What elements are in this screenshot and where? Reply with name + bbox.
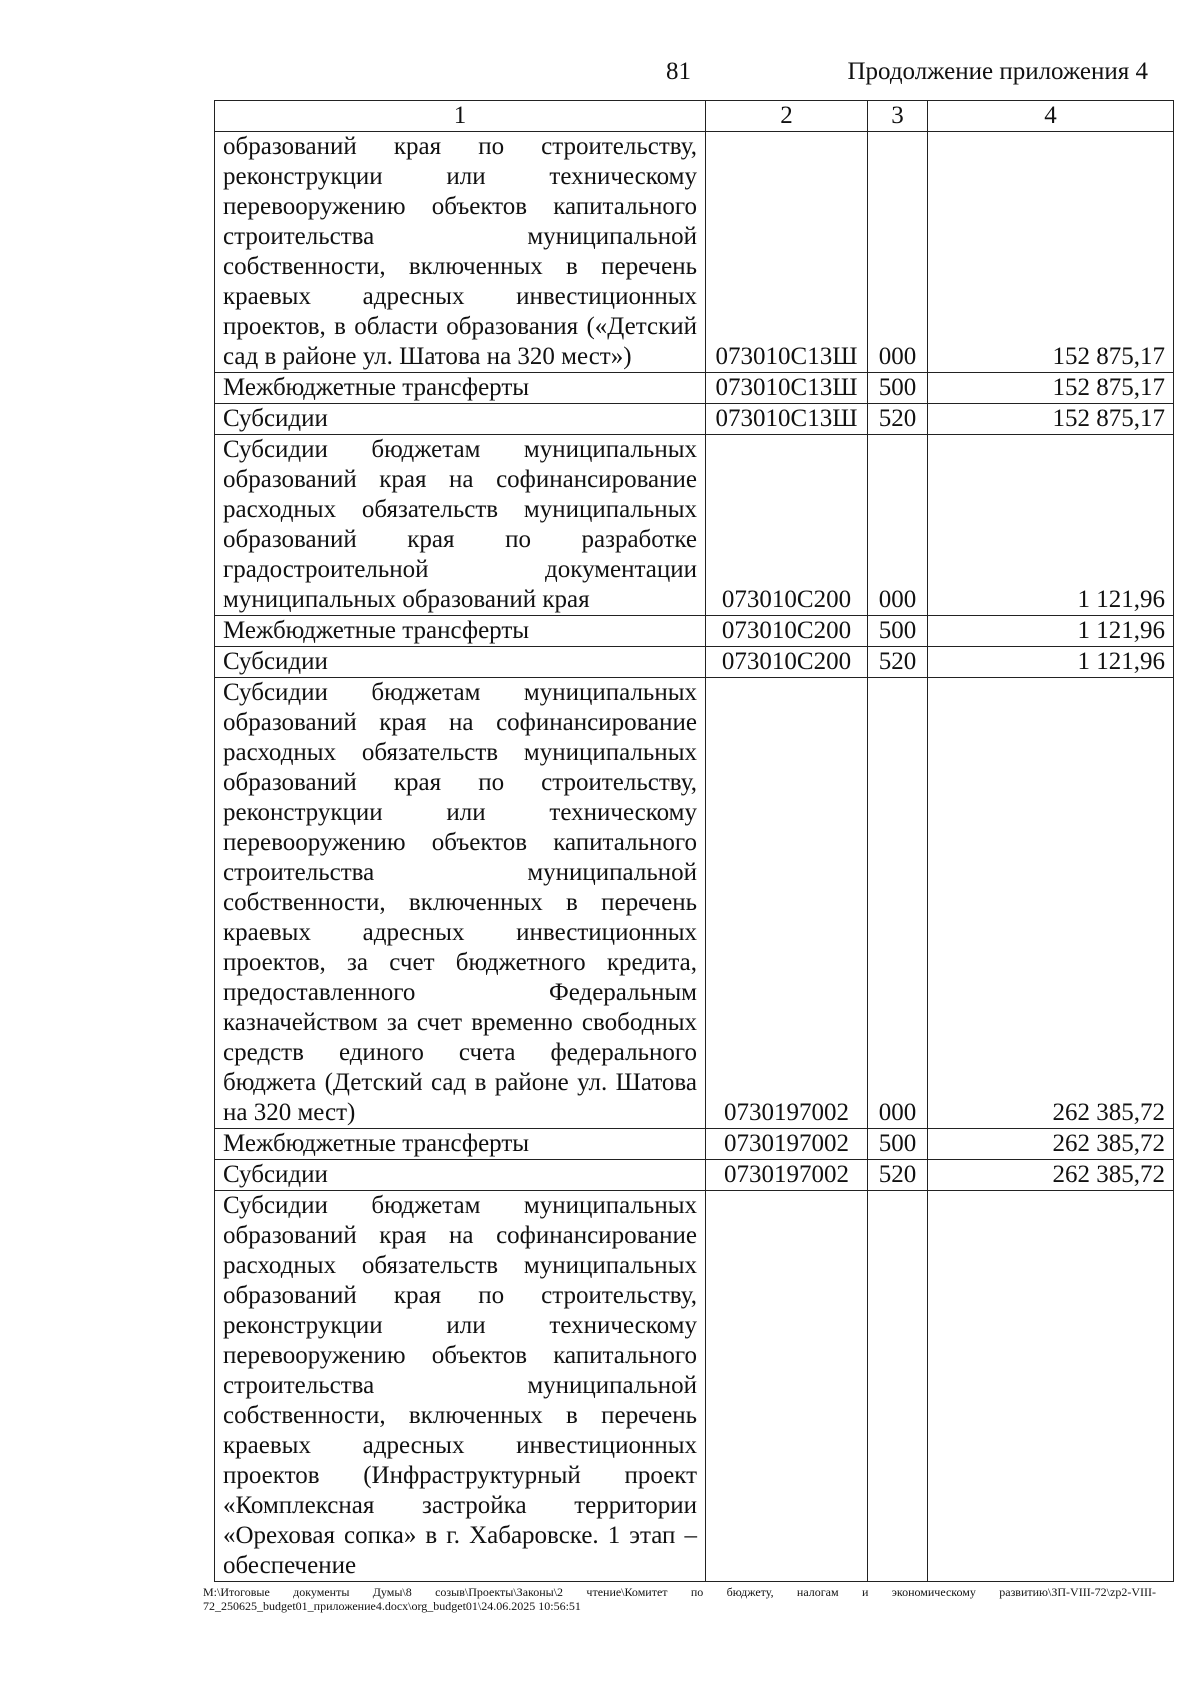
row-description: Межбюджетные трансферты [215, 616, 706, 647]
row-description: Субсидии бюджетам муниципальных образований края на софинансирование расходных обязательств муниципальных образований края по строительству, реконструкции или техническому перевооружению объектов капитального строительства муниципальной собственности, включенных в перечень краевых адресных инвестиционных проектов (Инфраструктурный проект «Комплексная застройка территории «Ореховая сопка» в г. Хабаровске. 1 этап – обеспечение [215, 1191, 706, 1582]
row-amount [928, 1191, 1174, 1582]
row-code: 073010С13Ш [706, 404, 868, 435]
row-type: 500 [868, 616, 928, 647]
column-header: 3 [868, 101, 928, 132]
column-header: 4 [928, 101, 1174, 132]
row-code [706, 1191, 868, 1582]
table-header-row [215, 101, 1174, 132]
row-type: 500 [868, 1129, 928, 1160]
row-type: 000 [868, 678, 928, 1129]
file-path-footer: M:\Итоговые документы Думы\8 созыв\Проекты\Законы\2 чтение\Комитет по бюджету, налогам и экономическому развитию\ЗП-VIII-72\zp2-VIII-72_250625_budget01_приложение4.docx\org_budget01\24.06.2025 10:56:51 [203, 1585, 1156, 1613]
row-description: Субсидии [215, 647, 706, 678]
table-row [215, 373, 1174, 404]
row-code: 073010С200 [706, 647, 868, 678]
row-description: Субсидии [215, 404, 706, 435]
row-type: 000 [868, 132, 928, 373]
row-type: 500 [868, 373, 928, 404]
row-code: 0730197002 [706, 678, 868, 1129]
row-description: Межбюджетные трансферты [215, 1129, 706, 1160]
row-amount: 1 121,96 [928, 616, 1174, 647]
row-code: 073010С13Ш [706, 373, 868, 404]
row-amount: 152 875,17 [928, 132, 1174, 373]
row-amount: 262 385,72 [928, 1160, 1174, 1191]
row-amount: 152 875,17 [928, 373, 1174, 404]
row-amount: 262 385,72 [928, 1129, 1174, 1160]
row-description: Субсидии [215, 1160, 706, 1191]
table-row [215, 616, 1174, 647]
table-row [215, 1160, 1174, 1191]
table-row [215, 1191, 1174, 1582]
row-amount: 152 875,17 [928, 404, 1174, 435]
row-amount: 1 121,96 [928, 435, 1174, 616]
row-amount: 262 385,72 [928, 678, 1174, 1129]
budget-table [214, 100, 1174, 1582]
row-code: 073010С13Ш [706, 132, 868, 373]
column-header: 2 [706, 101, 868, 132]
row-type [868, 1191, 928, 1582]
row-code: 073010С200 [706, 616, 868, 647]
row-code: 0730197002 [706, 1160, 868, 1191]
row-description: Субсидии бюджетам муниципальных образований края на софинансирование расходных обязательств муниципальных образований края по разработке градостроительной документации муниципальных образований края [215, 435, 706, 616]
page-number: 81 [666, 58, 691, 85]
table-row [215, 132, 1174, 373]
row-description: Межбюджетные трансферты [215, 373, 706, 404]
column-header: 1 [215, 101, 706, 132]
table-row [215, 435, 1174, 616]
row-type: 520 [868, 404, 928, 435]
row-type: 520 [868, 647, 928, 678]
row-type: 520 [868, 1160, 928, 1191]
row-code: 073010С200 [706, 435, 868, 616]
row-description: образований края по строительству, реконструкции или техническому перевооружению объектов капитального строительства муниципальной собственности, включенных в перечень краевых адресных инвестиционных проектов, в области образования («Детский сад в районе ул. Шатова на 320 мест») [215, 132, 706, 373]
row-amount: 1 121,96 [928, 647, 1174, 678]
table-row [215, 404, 1174, 435]
continuation-label: Продолжение приложения 4 [847, 58, 1148, 85]
table-row [215, 1129, 1174, 1160]
row-description: Субсидии бюджетам муниципальных образований края на софинансирование расходных обязательств муниципальных образований края по строительству, реконструкции или техническому перевооружению объектов капитального строительства муниципальной собственности, включенных в перечень краевых адресных инвестиционных проектов, за счет бюджетного кредита, предоставленного Федеральным казначейством за счет временно свободных средств единого счета федерального бюджета (Детский сад в районе ул. Шатова на 320 мест) [215, 678, 706, 1129]
row-type: 000 [868, 435, 928, 616]
row-code: 0730197002 [706, 1129, 868, 1160]
table-row [215, 647, 1174, 678]
table-row [215, 678, 1174, 1129]
